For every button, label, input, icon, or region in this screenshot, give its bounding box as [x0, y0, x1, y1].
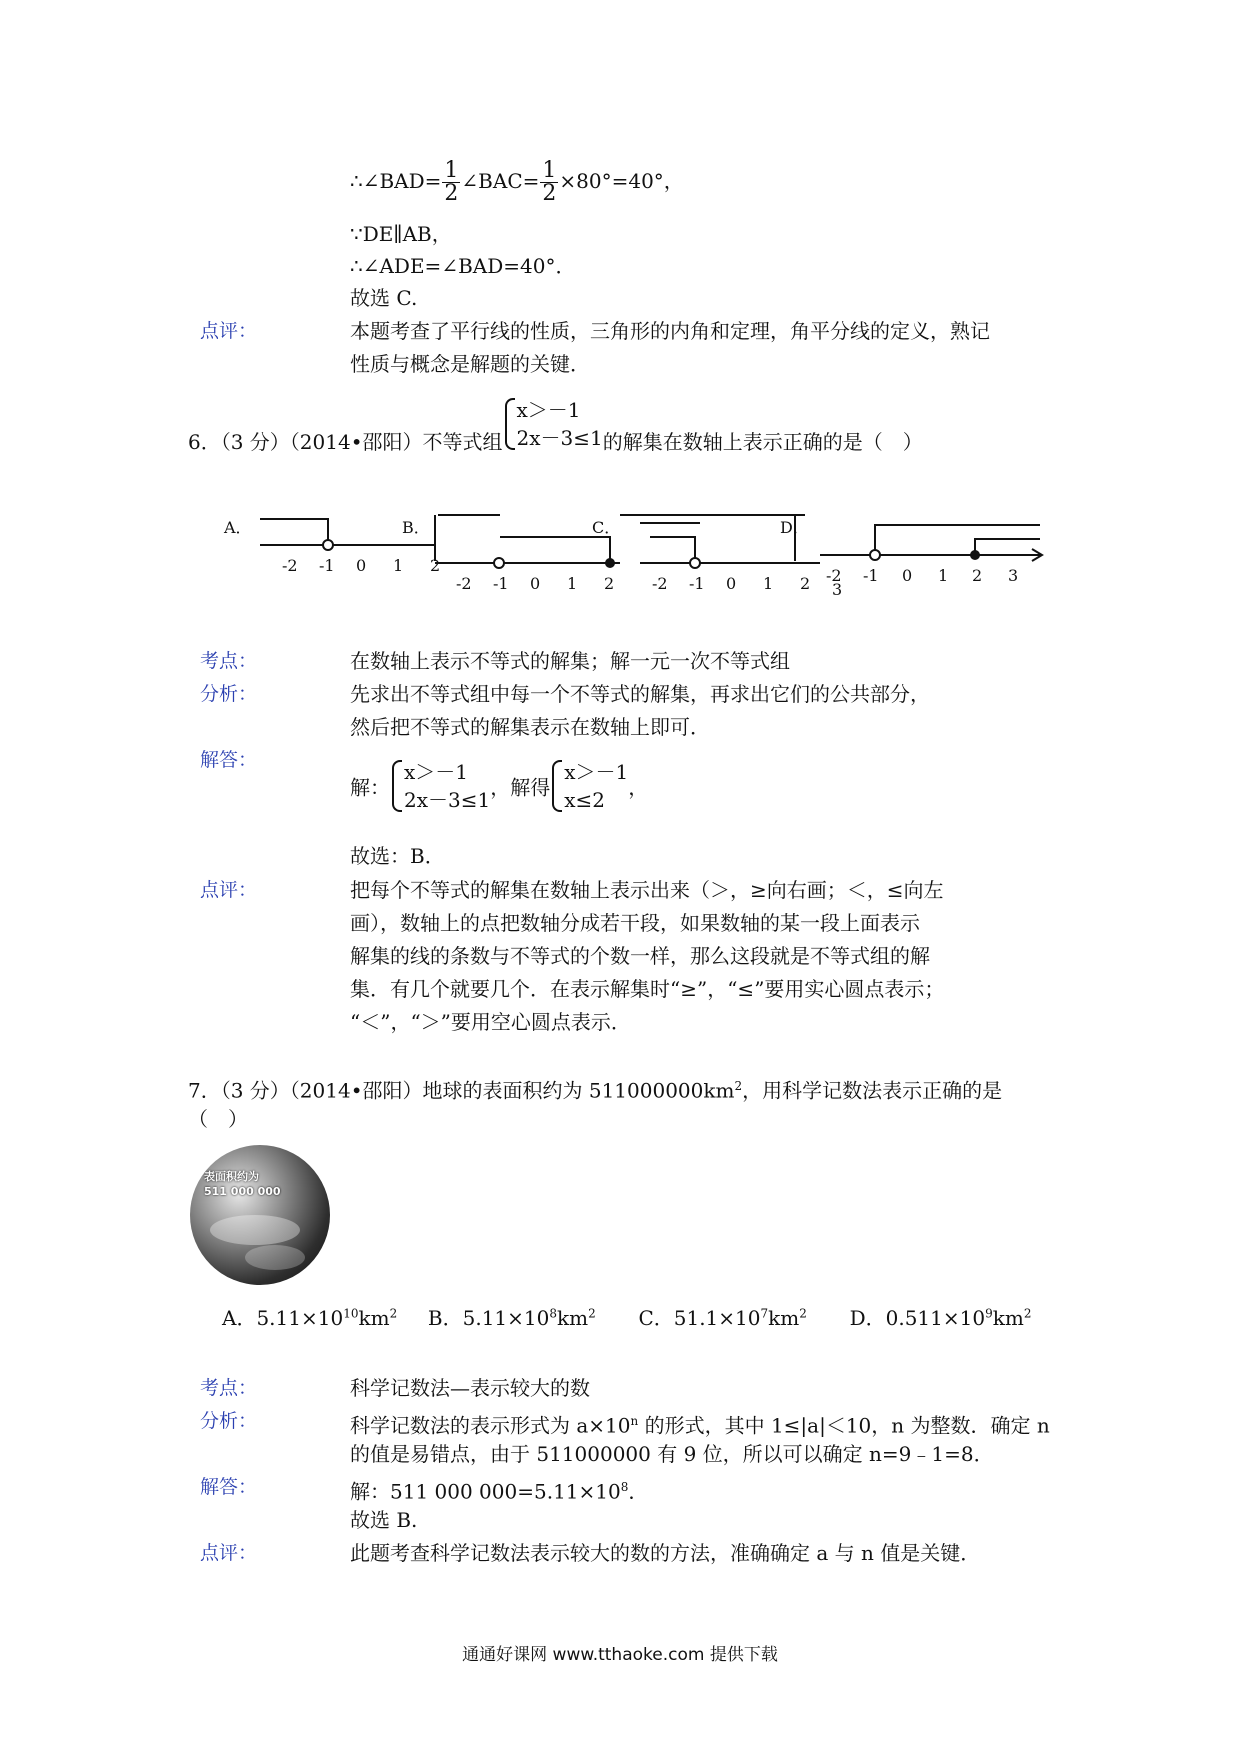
fraction-half-2: [540, 160, 558, 205]
option-b-label: B．: [402, 518, 430, 537]
tick-label: 0: [902, 566, 913, 585]
option-a-ray: [260, 519, 328, 543]
option-c-label: C．: [592, 518, 621, 537]
jie-sup: 8: [620, 1480, 629, 1494]
frac-num: 1: [542, 158, 557, 183]
jie-system-1: [390, 758, 490, 814]
tick-label: 2: [800, 574, 811, 593]
tick-label: 1: [763, 574, 774, 593]
q7-comment-label: 点评：: [200, 1542, 258, 1564]
q7-stem-sup: 2: [734, 1079, 743, 1093]
opt-exp: 8: [549, 1306, 557, 1320]
fenxi-text: 科学记数法的表示形式为 a×10: [350, 1413, 631, 1438]
jie-mid: ，解得: [490, 775, 551, 800]
opt-unit-sup: 2: [389, 1306, 398, 1320]
option-a-label: A．: [224, 518, 252, 537]
q5-step1: [350, 160, 684, 205]
sys-line: x＞－1: [516, 397, 581, 422]
q7-option-b: [428, 1306, 596, 1330]
page-footer: 通通好课网 www.tthaoke.com 提供下载: [462, 1645, 778, 1665]
q7-stem-text: 7．（3 分）（2014•邵阳）地球的表面积约为 511000000km: [188, 1078, 735, 1103]
q7-stem: [188, 1070, 1002, 1108]
frac-den: 2: [444, 181, 459, 206]
q7-fenxi-label: 分析：: [200, 1410, 258, 1432]
q7-kaodian-label: 考点：: [200, 1377, 258, 1399]
tick-label: 0: [356, 556, 367, 575]
option-a-open-dot: [323, 540, 333, 550]
q6-fenxi-line1: 先求出不等式组中每一个不等式的解集，再求出它们的公共部分，: [350, 682, 930, 706]
frac-den: 2: [542, 181, 557, 206]
q6-comment-line5: “＜”，“＞”要用空心圆点表示．: [350, 1010, 631, 1034]
q5-comment-label: 点评：: [200, 320, 258, 342]
q6-stem-before: 6．（3 分）（2014•邵阳）不等式组: [188, 430, 503, 454]
q7-option-a: [222, 1306, 397, 1330]
tick-label: -1: [863, 566, 879, 585]
q6-kaodian-label: 考点：: [200, 650, 258, 672]
tick-label: 1: [938, 566, 949, 585]
opt-text: A．5.11×10: [222, 1305, 344, 1330]
earth-image: [190, 1145, 330, 1285]
tick-label: -2: [826, 566, 842, 585]
q6-solution: [350, 758, 648, 814]
q6-kaodian: 在数轴上表示不等式的解集；解一元一次不等式组: [350, 649, 790, 673]
opt-unit-sup: 2: [799, 1306, 807, 1320]
cloud-shape: [245, 1245, 305, 1270]
opt-exp: 10: [343, 1306, 359, 1320]
jie-text: ．: [628, 1479, 649, 1504]
q6-number-lines: [220, 505, 1240, 595]
q7-fenxi-line1: [350, 1405, 1050, 1443]
sys-line: x≤2: [564, 788, 605, 812]
opt-unit-sup: 2: [588, 1306, 596, 1320]
option-b-bracket: [500, 537, 610, 561]
q6-comment-line1: 把每个不等式的解集在数轴上表示出来（＞，≥向右画；＜，≤向左: [350, 878, 944, 902]
q6-stem-after: 的解集在数轴上表示正确的是（ ）: [602, 430, 923, 454]
opt-text: B．5.11×10: [427, 1305, 550, 1330]
opt-unit: km: [992, 1305, 1024, 1330]
q7-stem-tail: ，用科学记数法表示正确的是: [742, 1078, 1003, 1103]
tick-label: 2: [972, 566, 983, 585]
tick-label: 2: [604, 574, 615, 593]
jie-system-2: [550, 758, 628, 814]
q6-jieda-label: 解答：: [200, 749, 258, 771]
q5-step1-c: ×80°=40°，: [559, 169, 684, 193]
q7-fenxi-line2: 的值是易错点，由于 511000000 有 9 位，所以可以确定 n=9﹣1=8．: [350, 1442, 994, 1466]
q6-inequality-system: [503, 396, 603, 452]
tick-label: -2: [456, 574, 472, 593]
opt-unit: km: [557, 1305, 589, 1330]
q6-comment-label: 点评：: [200, 879, 258, 901]
tick-label: -1: [319, 556, 335, 575]
q7-jieda-label: 解答：: [200, 1476, 258, 1498]
q7-jieda: [350, 1471, 648, 1509]
jie-text: 解：511 000 000=5.11×10: [350, 1479, 621, 1504]
tick-label: 3: [1008, 566, 1019, 585]
tick-label: -1: [493, 574, 509, 593]
fenxi-text: 的形式，其中 1≤|a|＜10，n 为整数．确定 n: [638, 1413, 1050, 1438]
option-b-solid-dot: [605, 558, 615, 568]
option-d-ray2: [975, 539, 1040, 553]
option-b-open-dot: [494, 558, 504, 568]
opt-text: D．0.511×10: [849, 1305, 986, 1330]
q7-option-d: [850, 1306, 1032, 1330]
earth-caption: [204, 1169, 281, 1199]
q7-option-c: [638, 1306, 806, 1330]
q6-comment-line3: 解集的线的条数与不等式的个数一样，那么这段就是不等式组的解: [350, 944, 930, 968]
tick-label: 0: [530, 574, 541, 593]
opt-unit: km: [768, 1305, 800, 1330]
option-d-label: D．: [780, 518, 809, 537]
q7-options: [222, 1297, 1031, 1335]
opt-exp: 7: [760, 1306, 769, 1320]
q6-comment-line4: 集．有几个就要几个．在表示解集时“≥”，“≤”要用实心圆点表示；: [350, 977, 945, 1001]
q7-kaodian: 科学记数法—表示较大的数: [350, 1376, 590, 1400]
q5-step3: ∴∠ADE=∠BAD=40°．: [350, 254, 576, 278]
tick-label: 2: [430, 556, 441, 575]
fraction-half-1: [442, 160, 460, 205]
tick-label: -2: [282, 556, 298, 575]
q5-step2: ∵DE∥AB，: [350, 222, 452, 246]
q5-step4: 故选 C.: [350, 286, 418, 310]
opt-text: C．51.1×10: [638, 1305, 761, 1330]
option-d-solid-dot: [970, 550, 980, 560]
q5-comment-line1: 本题考查了平行线的性质，三角形的内角和定理，角平分线的定义，熟记: [350, 319, 990, 343]
opt-unit: km: [358, 1305, 390, 1330]
option-d-open-dot: [870, 550, 880, 560]
opt-unit-sup: 2: [1023, 1306, 1032, 1320]
fenxi-sup: n: [630, 1414, 639, 1428]
q7-stem-line2: （ ）: [188, 1107, 248, 1131]
q6-fenxi-label: 分析：: [200, 683, 258, 705]
jie-prefix: 解：: [350, 775, 390, 800]
q6-comment-line2: 画），数轴上的点把数轴分成若干段，如果数轴的某一段上面表示: [350, 911, 920, 935]
q7-guxuan: 故选 B.: [350, 1508, 418, 1532]
q6-stem: [188, 397, 923, 459]
q5-step1-a: ∴∠BAD=: [350, 169, 442, 193]
sys-line: x＞－1: [404, 760, 469, 784]
tick-label: 0: [726, 574, 737, 593]
sys-line: 2x－3≤1: [516, 425, 603, 450]
jie-end: ，: [628, 775, 649, 800]
q6-fenxi-line2: 然后把不等式的解集表示在数轴上即可．: [350, 715, 710, 739]
option-c-ray: [650, 537, 695, 561]
q6-guxuan: 故选：B．: [350, 844, 445, 868]
opt-exp: 9: [985, 1306, 993, 1320]
earth-caption-line1: 表面积约为: [204, 1170, 259, 1183]
q7-comment: 此题考查科学记数法表示较大的数的方法，准确确定 a 与 n 值是关键．: [350, 1541, 981, 1565]
q5-comment-line2: 性质与概念是解题的关键．: [350, 352, 590, 376]
frac-num: 1: [444, 158, 459, 183]
tick-label: 1: [393, 556, 404, 575]
tick-label: 1: [567, 574, 578, 593]
q5-step1-b: ∠BAC=: [461, 169, 540, 193]
earth-caption-line2: 511 000 000: [204, 1185, 281, 1198]
tick-label: -2: [652, 574, 668, 593]
sys-line: x＞－1: [564, 760, 629, 784]
sys-line: 2x－3≤1: [404, 788, 491, 812]
option-c-open-dot: [690, 558, 700, 568]
tick-label: -1: [689, 574, 705, 593]
tick-label: 3: [832, 580, 843, 595]
cloud-shape: [210, 1215, 300, 1245]
